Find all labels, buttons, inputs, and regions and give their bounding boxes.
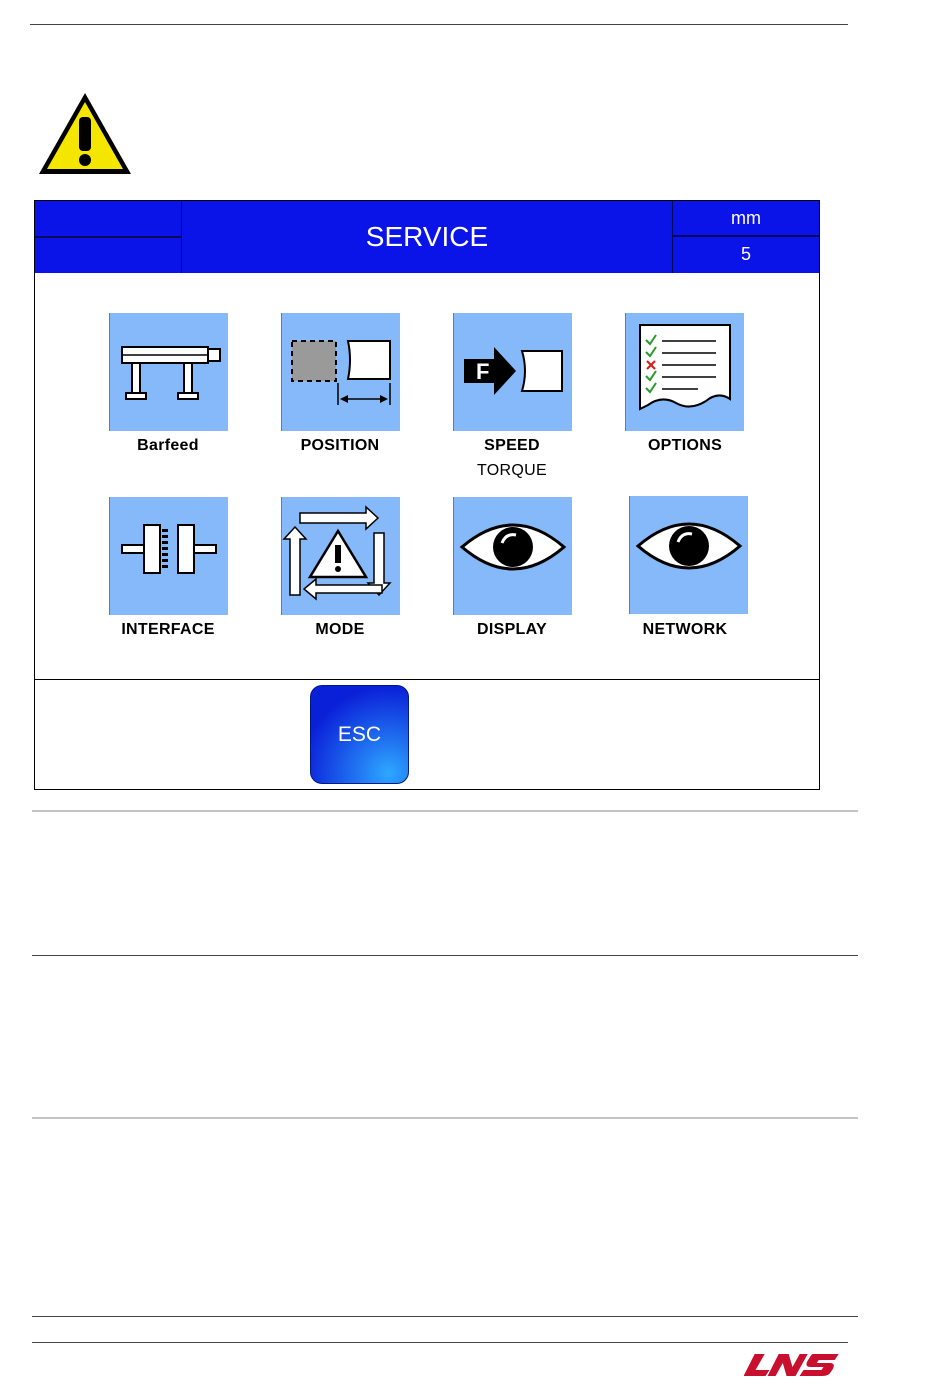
position-button[interactable] (281, 313, 400, 431)
top-rule (30, 24, 848, 25)
speed-torque-label-line2: TORQUE (477, 462, 547, 479)
speed-torque-button[interactable] (453, 313, 572, 431)
section-rule (32, 955, 858, 956)
interface-icon (110, 497, 228, 615)
header-bar (35, 201, 819, 273)
mode-label: MODE (315, 621, 365, 638)
section-rule (32, 1117, 858, 1119)
lns-logo (744, 1350, 844, 1380)
eye-icon (630, 496, 748, 614)
barfeed-button[interactable] (109, 313, 228, 431)
header-divider (35, 236, 181, 238)
svg-text:F: F (476, 359, 490, 384)
options-label: OPTIONS (647, 437, 723, 454)
mode-button[interactable] (281, 497, 400, 615)
barfeed-icon (110, 313, 228, 431)
section-rule (32, 810, 858, 812)
options-icon (626, 313, 744, 431)
barfeed-label: Barfeed (137, 437, 199, 454)
eye-icon (454, 497, 572, 615)
options-button[interactable] (625, 313, 744, 431)
interface-label: INTERFACE (121, 621, 215, 638)
footer-divider (35, 679, 819, 680)
display-label: DISPLAY (477, 621, 547, 638)
esc-button[interactable]: ESC (310, 685, 409, 784)
section-rule (32, 1316, 858, 1317)
speed-torque-label: SPEED (484, 437, 540, 454)
display-button[interactable] (453, 497, 572, 615)
position-icon (282, 313, 400, 431)
unit-display: mm (673, 201, 819, 237)
position-label: POSITION (300, 437, 380, 454)
mode-icon (282, 497, 400, 615)
network-label: NETWORK (642, 621, 728, 638)
footer-rule (32, 1342, 848, 1343)
warning-icon (36, 90, 134, 178)
speed-torque-icon (454, 313, 572, 431)
page-title: SERVICE (181, 201, 673, 273)
interface-button[interactable] (109, 497, 228, 615)
network-button[interactable] (629, 496, 748, 614)
value-display: 5 (740, 244, 751, 264)
service-screen (34, 200, 820, 790)
